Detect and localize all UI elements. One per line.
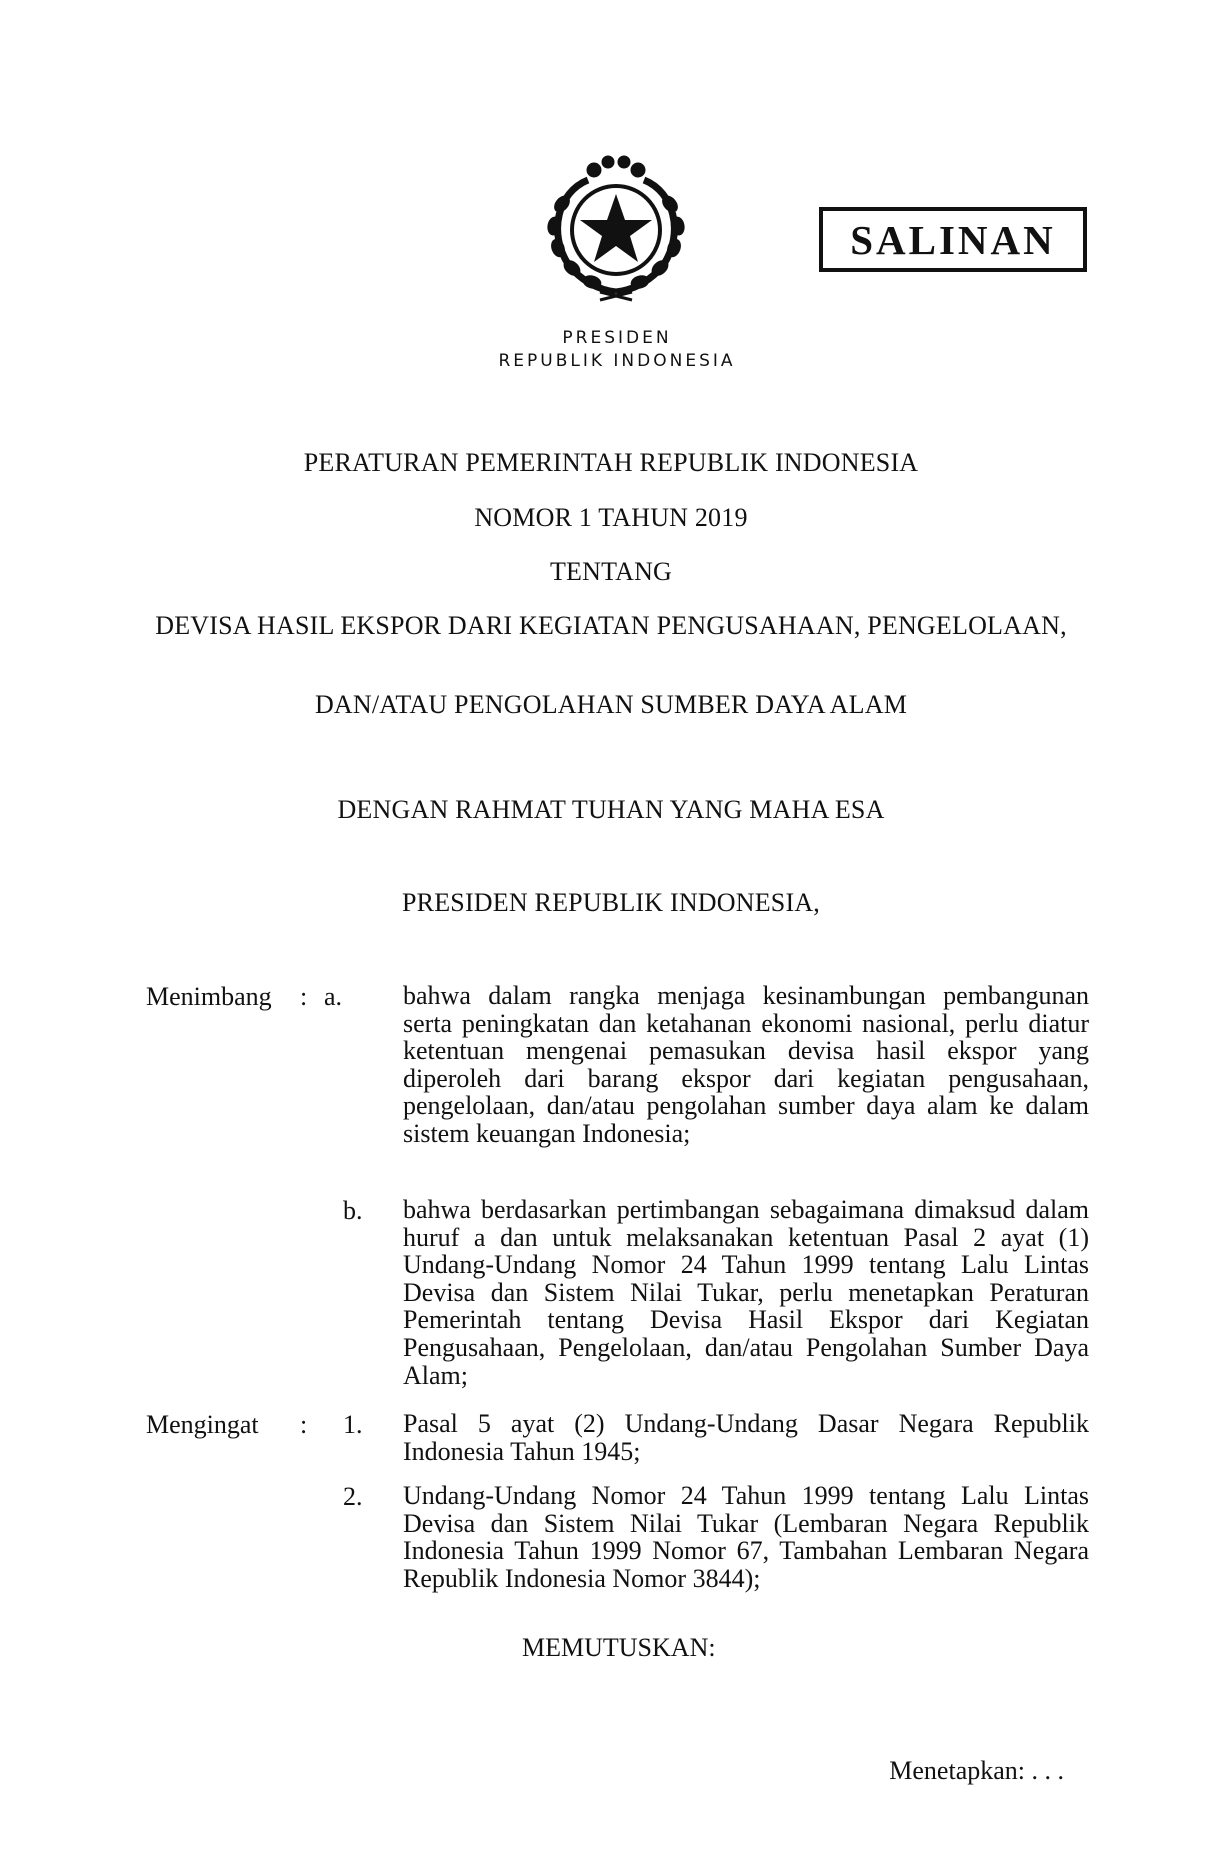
- presidential-emblem-icon: [528, 152, 704, 302]
- emblem-caption-republik: REPUBLIK INDONESIA: [498, 351, 736, 371]
- regulation-type: PERATURAN PEMERINTAH REPUBLIK INDONESIA: [303, 448, 919, 477]
- mengingat-item-1-marker: 1.: [343, 1410, 363, 1439]
- next-page-continuation: Menetapkan: . . .: [889, 1756, 1064, 1785]
- salinan-stamp: SALINAN: [819, 207, 1087, 272]
- menimbang-item-a-text: bahwa dalam rangka menjaga kesinambungan pembangunan serta peningkatan dan ketahanan ekonomi nasional, perlu diatur ketentuan mengenai pemasukan devisa hasil ekspor yang diperoleh dari barang ekspor dari kegiatan pengusahaan, pengelolaan, dan/atau pengolahan sumber daya alam ke dalam sistem keuangan Indonesia;: [403, 981, 1089, 1148]
- menimbang-colon: :: [300, 982, 308, 1011]
- regulation-subject-line1: DEVISA HASIL EKSPOR DARI KEGIATAN PENGUSAHAAN, PENGELOLAAN,: [155, 611, 1067, 640]
- menimbang-label: Menimbang: [146, 982, 272, 1011]
- mengingat-item-2-marker: 2.: [343, 1482, 363, 1511]
- regulation-subject-line2: DAN/ATAU PENGOLAHAN SUMBER DAYA ALAM: [314, 690, 908, 719]
- memutuskan-heading: MEMUTUSKAN:: [522, 1633, 716, 1662]
- menimbang-item-b-text: bahwa berdasarkan pertimbangan sebagaimana dimaksud dalam huruf a dan untuk melaksanakan ketentuan Pasal 2 ayat (1) Undang-Undang Nomor 24 Tahun 1999 tentang Lalu Lintas Devisa dan Sistem Nilai Tukar, perlu menetapkan Peraturan Pemerintah tentang Devisa Hasil Ekspor dari Kegiatan Pengusahaan, Pengelolaan, dan/atau Pengolahan Sumber Daya Alam;: [403, 1195, 1089, 1390]
- mengingat-label: Mengingat: [146, 1410, 259, 1439]
- mengingat-item-1-text: Pasal 5 ayat (2) Undang-Undang Dasar Negara Republik Indonesia Tahun 1945;: [403, 1409, 1089, 1466]
- menimbang-item-a-marker: a.: [324, 982, 343, 1011]
- emblem-caption-presiden: PRESIDEN: [562, 328, 672, 348]
- preamble-invocation: DENGAN RAHMAT TUHAN YANG MAHA ESA: [337, 795, 885, 824]
- president-heading: PRESIDEN REPUBLIK INDONESIA,: [402, 888, 820, 917]
- menimbang-item-b-marker: b.: [343, 1196, 363, 1225]
- mengingat-item-2-text: Undang-Undang Nomor 24 Tahun 1999 tentang Lalu Lintas Devisa dan Sistem Nilai Tukar (Lembaran Negara Republik Indonesia Tahun 1999 Nomor 67, Tambahan Lembaran Negara Republik Indonesia Nomor 3844);: [403, 1481, 1089, 1593]
- regulation-number: NOMOR 1 TAHUN 2019: [474, 503, 748, 532]
- tentang-heading: TENTANG: [549, 557, 673, 586]
- mengingat-colon: :: [300, 1410, 308, 1439]
